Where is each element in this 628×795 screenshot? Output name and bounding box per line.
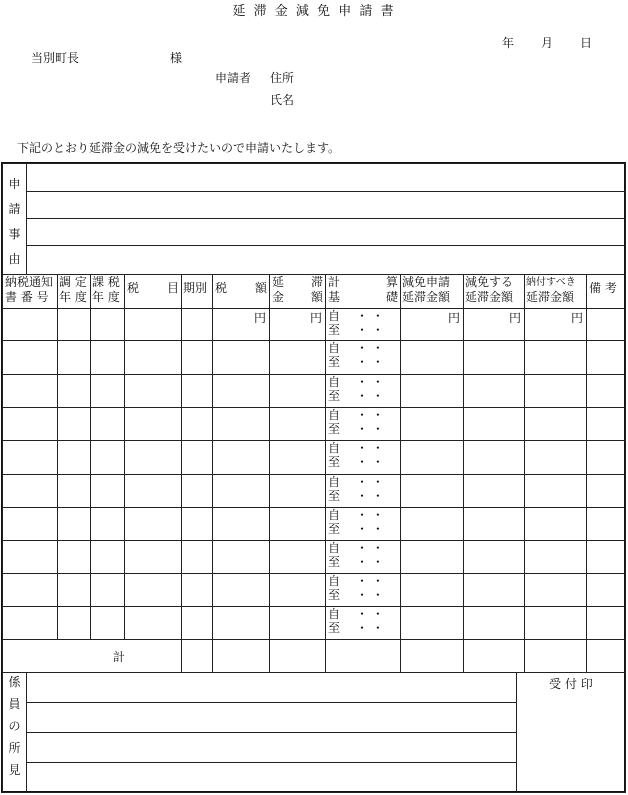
cell-request-amount[interactable]	[401, 408, 464, 441]
header-tax-amount	[213, 275, 270, 309]
date-dots: ・ ・	[356, 375, 384, 389]
cell-notice-no[interactable]	[3, 309, 58, 341]
date-year-label: 年	[502, 36, 515, 50]
header-reduce-amount-line: 減免する	[465, 275, 514, 289]
from-date-line	[328, 441, 400, 455]
cell-tax-year[interactable]	[91, 607, 125, 640]
cell-request-amount[interactable]	[401, 375, 464, 408]
cell-late-fee[interactable]	[270, 475, 326, 508]
to-date-line	[328, 455, 400, 469]
cell-tax-item[interactable]	[125, 541, 182, 574]
cell-remarks[interactable]	[587, 441, 626, 475]
cell-adjustment-year[interactable]	[58, 541, 91, 574]
cell-tax-year[interactable]	[91, 574, 125, 607]
header-adjustment-year-line: 調 定	[59, 275, 87, 289]
cell-remarks[interactable]	[587, 408, 626, 441]
cell-tax-item[interactable]	[125, 475, 182, 508]
opinion-line[interactable]	[27, 673, 517, 703]
header-adjustment-year	[58, 275, 91, 309]
date-dots: ・ ・	[356, 555, 384, 569]
cell-period[interactable]	[182, 574, 213, 607]
name-label: 氏名	[270, 93, 295, 107]
cell-remarks[interactable]	[587, 541, 626, 574]
document-title: 延 滞 金 減 免 申 請 書	[232, 4, 396, 19]
cell-calc-basis[interactable]	[326, 508, 401, 541]
cell-calc-basis[interactable]	[326, 574, 401, 607]
cell-payable-amount[interactable]	[525, 475, 587, 508]
total-cell-reduce-amount[interactable]	[464, 640, 525, 673]
date-dots: ・ ・	[356, 441, 384, 455]
cell-late-fee[interactable]	[270, 508, 326, 541]
cell-late-fee[interactable]	[270, 541, 326, 574]
cell-tax-item[interactable]	[125, 309, 182, 341]
cell-tax-item[interactable]	[125, 408, 182, 441]
table-row	[3, 341, 626, 375]
date-dots: ・ ・	[356, 621, 384, 635]
cell-calc-basis[interactable]	[326, 341, 401, 375]
applicant-label: 申請者	[215, 71, 252, 85]
header-late-fee-line: 延 滞	[272, 275, 323, 289]
from-label: 自	[328, 508, 341, 522]
cell-request-amount[interactable]	[401, 441, 464, 475]
table-header-row	[3, 275, 626, 309]
to-label: 至	[328, 555, 341, 569]
from-date-line	[328, 309, 400, 323]
cell-tax-item[interactable]	[125, 441, 182, 475]
cell-payable-amount[interactable]	[525, 375, 587, 408]
from-date-line	[328, 541, 400, 555]
yen-unit: 円	[447, 311, 460, 325]
to-date-line	[328, 555, 400, 569]
total-cell-tax-amount[interactable]	[213, 640, 270, 673]
cell-calc-basis[interactable]	[326, 441, 401, 475]
opinion-section	[2, 672, 626, 793]
cell-tax-amount[interactable]	[213, 508, 270, 541]
header-tax-item-text: 税 目	[127, 281, 179, 295]
date-dots: ・ ・	[356, 389, 384, 403]
cell-tax-amount[interactable]	[213, 541, 270, 574]
reason-line[interactable]	[27, 219, 626, 246]
opinion-char: 係	[8, 675, 21, 689]
opinion-char: の	[8, 719, 21, 733]
header-tax-item	[125, 275, 182, 309]
from-date-line	[328, 375, 400, 389]
to-label: 至	[328, 355, 341, 369]
to-label: 至	[328, 489, 341, 503]
cell-payable-amount[interactable]	[525, 541, 587, 574]
cell-request-amount[interactable]	[401, 475, 464, 508]
date-dots: ・ ・	[356, 309, 384, 323]
to-date-line	[328, 522, 400, 536]
header-tax-year-line: 年 度	[92, 290, 120, 304]
yen-unit: 円	[253, 311, 266, 325]
date-dots: ・ ・	[356, 607, 384, 621]
to-label: 至	[328, 323, 341, 337]
table-row	[3, 475, 626, 508]
header-period: 期別	[182, 275, 213, 309]
cell-period[interactable]	[182, 309, 213, 341]
yen-unit: 円	[508, 311, 521, 325]
date-dots: ・ ・	[356, 408, 384, 422]
cell-period[interactable]	[182, 375, 213, 408]
to-label: 至	[328, 621, 341, 635]
cell-adjustment-year[interactable]	[58, 574, 91, 607]
reason-char: 事	[8, 226, 21, 241]
cell-tax-item[interactable]	[125, 574, 182, 607]
date-dots: ・ ・	[356, 541, 384, 555]
total-cell-remarks[interactable]	[587, 640, 626, 673]
to-label: 至	[328, 522, 341, 536]
reason-line[interactable]	[27, 164, 626, 192]
cell-tax-item[interactable]	[125, 375, 182, 408]
cell-request-amount[interactable]	[401, 341, 464, 375]
date-dots: ・ ・	[356, 455, 384, 469]
header-late-fee-line: 金 額	[272, 290, 323, 304]
cell-reduce-amount[interactable]	[464, 607, 525, 640]
date-dots: ・ ・	[356, 522, 384, 536]
cell-request-amount[interactable]	[401, 541, 464, 574]
to-label: 至	[328, 389, 341, 403]
yen-unit: 円	[309, 311, 322, 325]
cell-notice-no[interactable]	[3, 607, 58, 640]
header-request-amount-line: 減免申請	[402, 275, 451, 289]
cell-adjustment-year[interactable]	[58, 607, 91, 640]
table-row	[3, 441, 626, 475]
cell-adjustment-year[interactable]	[58, 309, 91, 341]
cell-tax-item[interactable]	[125, 341, 182, 375]
addressee-name: 当別町長	[31, 51, 80, 65]
to-date-line	[328, 323, 400, 337]
header-payable-amount-line: 延滞金額	[526, 290, 575, 304]
cell-period[interactable]	[182, 607, 213, 640]
cell-tax-amount[interactable]	[213, 441, 270, 475]
cell-remarks[interactable]	[587, 309, 626, 341]
cell-calc-basis[interactable]	[326, 607, 401, 640]
cell-calc-basis[interactable]	[326, 541, 401, 574]
cell-notice-no[interactable]	[3, 475, 58, 508]
header-payable-amount	[525, 275, 587, 309]
cell-adjustment-year[interactable]	[58, 475, 91, 508]
date-day-label: 日	[580, 36, 593, 50]
cell-reduce-amount[interactable]	[464, 309, 525, 341]
cell-tax-year[interactable]	[91, 341, 125, 375]
cell-tax-amount[interactable]	[213, 607, 270, 640]
reason-line[interactable]	[27, 192, 626, 219]
cell-period[interactable]	[182, 508, 213, 541]
cell-adjustment-year[interactable]	[58, 408, 91, 441]
opinion-line[interactable]	[27, 763, 517, 793]
cell-reduce-amount[interactable]	[464, 375, 525, 408]
total-cell-period[interactable]	[182, 640, 213, 673]
intro-text: 下記のとおり延滞金の減免を受けたいので申請いたします。	[17, 141, 341, 155]
cell-payable-amount[interactable]	[525, 441, 587, 475]
cell-period[interactable]	[182, 475, 213, 508]
cell-adjustment-year[interactable]	[58, 441, 91, 475]
cell-request-amount[interactable]	[401, 309, 464, 341]
cell-reduce-amount[interactable]	[464, 574, 525, 607]
date-dots: ・ ・	[356, 475, 384, 489]
cell-period[interactable]	[182, 441, 213, 475]
header-late-fee	[270, 275, 326, 309]
from-label: 自	[328, 475, 341, 489]
from-date-line	[328, 408, 400, 422]
reason-section	[2, 163, 626, 275]
to-label: 至	[328, 455, 341, 469]
header-notice-no-line: 書 番 号	[5, 290, 49, 304]
header-request-amount	[401, 275, 464, 309]
opinion-label	[3, 673, 27, 793]
total-cell-payable-amount[interactable]	[525, 640, 587, 673]
reason-label	[3, 164, 27, 275]
opinion-line[interactable]	[27, 703, 517, 733]
cell-tax-year[interactable]	[91, 375, 125, 408]
from-label: 自	[328, 375, 341, 389]
total-cell-calc-basis[interactable]	[326, 640, 401, 673]
cell-tax-year[interactable]	[91, 508, 125, 541]
cell-payable-amount[interactable]	[525, 607, 587, 640]
cell-remarks[interactable]	[587, 508, 626, 541]
cell-period[interactable]	[182, 408, 213, 441]
cell-tax-item[interactable]	[125, 508, 182, 541]
late-fee-table	[2, 274, 626, 673]
to-date-line	[328, 389, 400, 403]
opinion-line[interactable]	[27, 733, 517, 763]
cell-tax-amount[interactable]	[213, 375, 270, 408]
table-body	[3, 309, 626, 640]
reason-line[interactable]	[27, 246, 626, 275]
header-tax-amount-text: 税 額	[215, 281, 267, 295]
date-dots: ・ ・	[356, 422, 384, 436]
to-label: 至	[328, 422, 341, 436]
reason-char: 由	[8, 251, 21, 266]
from-label: 自	[328, 309, 341, 323]
cell-late-fee[interactable]	[270, 607, 326, 640]
cell-payable-amount[interactable]	[525, 508, 587, 541]
header-calc-basis-line: 基 礎	[328, 290, 398, 304]
addressee-honorific: 様	[170, 51, 183, 65]
cell-notice-no[interactable]	[3, 441, 58, 475]
to-date-line	[328, 355, 400, 369]
cell-notice-no[interactable]	[3, 375, 58, 408]
table-row	[3, 309, 626, 341]
cell-calc-basis[interactable]	[326, 309, 401, 341]
from-date-line	[328, 508, 400, 522]
cell-reduce-amount[interactable]	[464, 341, 525, 375]
cell-late-fee[interactable]	[270, 408, 326, 441]
header-remarks: 備 考	[587, 275, 626, 309]
header-request-amount-line: 延滞金額	[402, 290, 451, 304]
to-date-line	[328, 621, 400, 635]
cell-tax-year[interactable]	[91, 541, 125, 574]
total-cell-late-fee[interactable]	[270, 640, 326, 673]
header-reduce-amount	[464, 275, 525, 309]
header-adjustment-year-line: 年 度	[59, 290, 87, 304]
total-cell-request-amount[interactable]	[401, 640, 464, 673]
reason-char: 請	[8, 201, 21, 216]
cell-calc-basis[interactable]	[326, 475, 401, 508]
cell-late-fee[interactable]	[270, 309, 326, 341]
date-month-label: 月	[541, 36, 554, 50]
cell-tax-amount[interactable]	[213, 341, 270, 375]
cell-tax-year[interactable]	[91, 475, 125, 508]
cell-notice-no[interactable]	[3, 574, 58, 607]
cell-request-amount[interactable]	[401, 508, 464, 541]
date-dots: ・ ・	[356, 574, 384, 588]
cell-tax-year[interactable]	[91, 441, 125, 475]
cell-payable-amount[interactable]	[525, 309, 587, 341]
header-payable-amount-line: 納付すべき	[526, 277, 576, 288]
total-label-cell	[3, 640, 182, 673]
to-label: 至	[328, 588, 341, 602]
header-calc-basis-line: 計 算	[328, 275, 398, 289]
cell-period[interactable]	[182, 541, 213, 574]
cell-request-amount[interactable]	[401, 574, 464, 607]
table-row	[3, 508, 626, 541]
cell-tax-amount[interactable]	[213, 309, 270, 341]
cell-reduce-amount[interactable]	[464, 408, 525, 441]
cell-late-fee[interactable]	[270, 574, 326, 607]
cell-adjustment-year[interactable]	[58, 341, 91, 375]
from-date-line	[328, 341, 400, 355]
table-row	[3, 408, 626, 441]
opinion-char: 所	[8, 741, 21, 755]
total-row	[3, 640, 626, 673]
cell-tax-amount[interactable]	[213, 574, 270, 607]
cell-late-fee[interactable]	[270, 375, 326, 408]
table-row	[3, 574, 626, 607]
address-label: 住所	[270, 71, 295, 85]
cell-adjustment-year[interactable]	[58, 375, 91, 408]
header-calc-basis	[326, 275, 401, 309]
cell-reduce-amount[interactable]	[464, 541, 525, 574]
cell-reduce-amount[interactable]	[464, 441, 525, 475]
date-dots: ・ ・	[356, 355, 384, 369]
reason-char: 申	[8, 176, 21, 191]
cell-tax-item[interactable]	[125, 607, 182, 640]
reception-stamp-box	[517, 673, 626, 793]
table-row	[3, 607, 626, 640]
table-row	[3, 541, 626, 574]
cell-period[interactable]	[182, 341, 213, 375]
table-row	[3, 375, 626, 408]
to-date-line	[328, 588, 400, 602]
header-tax-year	[91, 275, 125, 309]
cell-remarks[interactable]	[587, 375, 626, 408]
cell-remarks[interactable]	[587, 574, 626, 607]
cell-calc-basis[interactable]	[326, 408, 401, 441]
reception-stamp-label: 受 付 印	[549, 677, 593, 691]
yen-unit: 円	[570, 311, 583, 325]
cell-notice-no[interactable]	[3, 341, 58, 375]
total-label: 計	[113, 649, 126, 664]
cell-reduce-amount[interactable]	[464, 475, 525, 508]
to-date-line	[328, 489, 400, 503]
cell-remarks[interactable]	[587, 341, 626, 375]
date-dots: ・ ・	[356, 508, 384, 522]
from-date-line	[328, 574, 400, 588]
cell-calc-basis[interactable]	[326, 375, 401, 408]
from-date-line	[328, 607, 400, 621]
cell-late-fee[interactable]	[270, 441, 326, 475]
cell-tax-amount[interactable]	[213, 408, 270, 441]
from-label: 自	[328, 408, 341, 422]
header-reduce-amount-line: 延滞金額	[465, 290, 514, 304]
from-label: 自	[328, 441, 341, 455]
date-dots: ・ ・	[356, 341, 384, 355]
cell-notice-no[interactable]	[3, 541, 58, 574]
cell-late-fee[interactable]	[270, 341, 326, 375]
cell-request-amount[interactable]	[401, 607, 464, 640]
cell-remarks[interactable]	[587, 475, 626, 508]
cell-reduce-amount[interactable]	[464, 508, 525, 541]
cell-notice-no[interactable]	[3, 408, 58, 441]
cell-notice-no[interactable]	[3, 508, 58, 541]
opinion-char: 見	[8, 763, 21, 777]
header-notice-no	[3, 275, 58, 309]
from-label: 自	[328, 541, 341, 555]
header-tax-year-line: 課 税	[92, 275, 120, 289]
date-dots: ・ ・	[356, 489, 384, 503]
cell-tax-year[interactable]	[91, 408, 125, 441]
date-dots: ・ ・	[356, 588, 384, 602]
cell-payable-amount[interactable]	[525, 574, 587, 607]
cell-tax-year[interactable]	[91, 309, 125, 341]
cell-adjustment-year[interactable]	[58, 508, 91, 541]
cell-payable-amount[interactable]	[525, 408, 587, 441]
from-label: 自	[328, 574, 341, 588]
from-label: 自	[328, 341, 341, 355]
cell-tax-amount[interactable]	[213, 475, 270, 508]
from-label: 自	[328, 607, 341, 621]
date-dots: ・ ・	[356, 323, 384, 337]
header-notice-no-line: 納税通知	[5, 275, 54, 289]
opinion-char: 員	[8, 697, 21, 711]
to-date-line	[328, 422, 400, 436]
cell-payable-amount[interactable]	[525, 341, 587, 375]
cell-remarks[interactable]	[587, 607, 626, 640]
from-date-line	[328, 475, 400, 489]
